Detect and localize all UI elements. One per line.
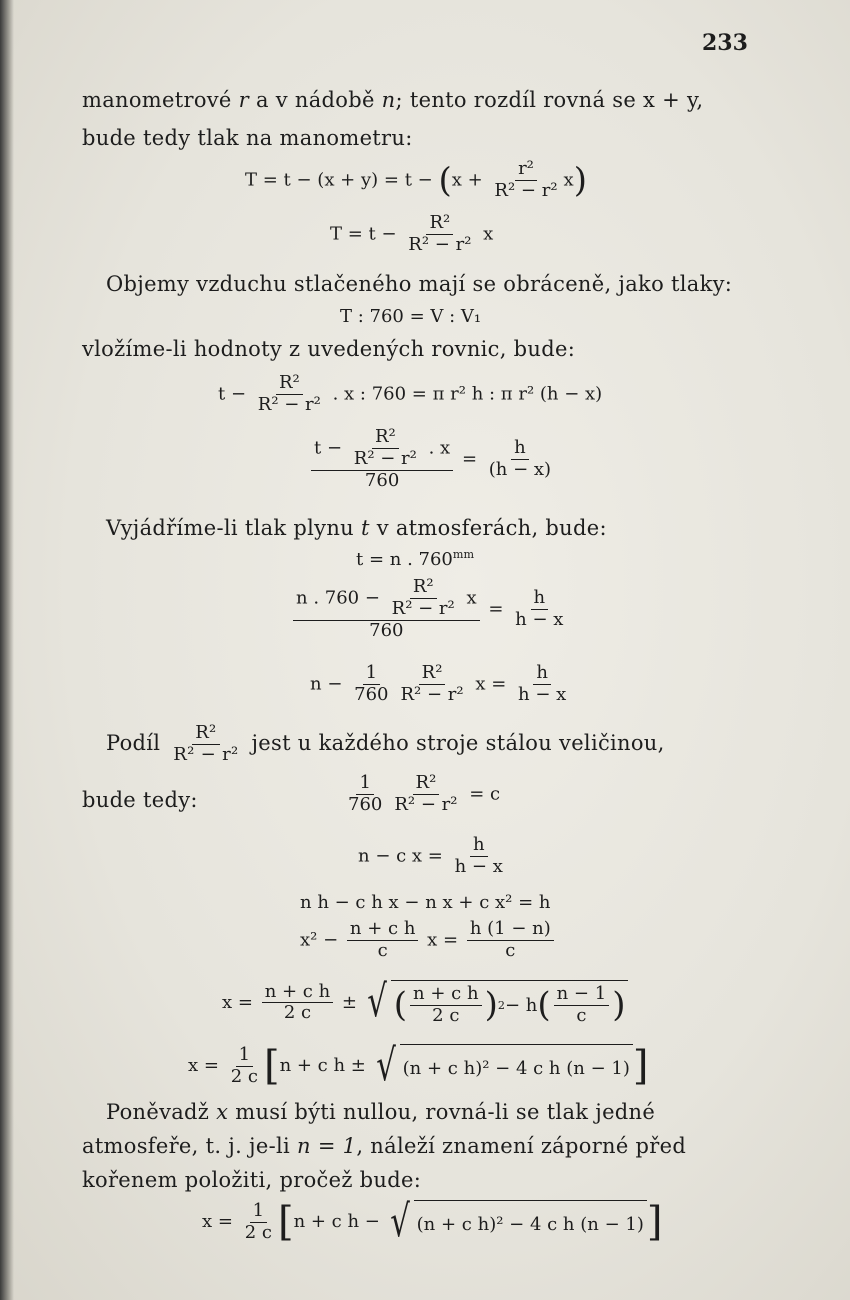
eq-part: n + c h ± [279, 1055, 372, 1076]
eq-part: x = [202, 1211, 239, 1232]
equation-12 [300, 920, 557, 961]
paragraph-line [106, 1100, 655, 1124]
left-bracket: [ [263, 1043, 280, 1089]
exponent: 2 [497, 998, 505, 1012]
paragraph-line [106, 724, 665, 765]
equation-3: T : 760 = V : V₁ [340, 306, 482, 327]
fraction [347, 920, 419, 961]
equation-9 [342, 774, 500, 815]
numerator: r² [515, 160, 537, 181]
eq-part: n + c h − [293, 1211, 386, 1232]
numerator [293, 578, 480, 621]
fraction [262, 980, 334, 1024]
numerator: n − 1 [554, 985, 610, 1006]
variable-t: t [360, 516, 370, 540]
denominator: c [505, 939, 516, 961]
eq-part: t − [314, 437, 348, 459]
variable-r: r [238, 88, 249, 112]
variable-x: x [216, 1100, 229, 1124]
eq-part: x = [222, 991, 259, 1013]
left-paren: ( [438, 160, 452, 201]
right-paren: ) [612, 985, 626, 1026]
text-run: , náleží znamení záporné před [356, 1134, 687, 1158]
equals: = [456, 448, 483, 470]
denominator: 760 [354, 683, 389, 705]
fraction [242, 1199, 275, 1243]
fraction [405, 214, 474, 255]
page-number: 233 [702, 30, 748, 56]
fraction [512, 586, 566, 630]
plus-minus: ± [336, 991, 363, 1013]
paragraph-line: Objemy vzduchu stlačeného mají se obráceně, jako tlaky: [106, 272, 733, 296]
denominator: (h − x) [488, 458, 552, 480]
fraction [515, 664, 569, 705]
eq-part: n − c x = [358, 845, 449, 867]
radical-sign: √ [366, 976, 387, 1027]
denominator: R² − r² [391, 597, 455, 619]
numerator: h [531, 589, 549, 610]
right-bracket: ] [632, 1043, 649, 1089]
text-run: a v nádobě [248, 88, 382, 112]
numerator [311, 428, 453, 471]
numerator: R² [426, 214, 453, 235]
fraction [391, 774, 460, 815]
equation-15 [202, 1196, 663, 1247]
text-run: atmosfeře, t. j. je-li [82, 1134, 298, 1158]
equation-14 [188, 1040, 649, 1091]
radicand: (n + c h)² − 4 c h (n − 1) [414, 1200, 647, 1244]
eq-part: n . 760 − [296, 587, 386, 609]
numerator: 1 [236, 1046, 253, 1067]
denominator: R² − r² [494, 179, 558, 201]
text-run: manometrové [82, 88, 239, 112]
denominator: h − x [518, 683, 567, 705]
equation-4 [218, 374, 602, 415]
text-run: Podíl [106, 730, 168, 755]
text-run: jest u každého stroje stálou veličinou, [244, 730, 665, 755]
numerator: R² [276, 374, 303, 395]
eq-part: . x : 760 = π r² h : π r² (h − x) [326, 383, 603, 405]
eq-part: = c [463, 783, 501, 805]
fraction [452, 836, 506, 877]
denominator: R² − r² [173, 743, 239, 765]
eq-part: T = t − [330, 223, 403, 245]
numerator: n + c h [262, 983, 334, 1004]
equation-13 [222, 976, 628, 1027]
denominator: h − x [515, 608, 564, 630]
equation-6 [356, 548, 474, 570]
numerator: h (1 − n) [467, 920, 554, 941]
compound-fraction [311, 428, 453, 491]
fraction [486, 436, 554, 480]
eq-part: x [460, 587, 477, 609]
text-run: v atmosferách, bude: [369, 516, 607, 540]
eq-part: x [477, 223, 494, 245]
fraction [345, 774, 385, 815]
fraction [351, 428, 420, 469]
fraction [467, 920, 554, 961]
equation-1 [245, 160, 587, 201]
fraction [397, 664, 466, 705]
denominator: 2 c [230, 1065, 258, 1087]
paragraph-line: bude tedy tlak na manometru: [82, 126, 413, 150]
numerator: R² [410, 578, 437, 599]
eq-part: − h [504, 994, 538, 1016]
denominator: R² − r² [394, 793, 458, 815]
denominator: 760 [369, 619, 404, 641]
paragraph-line [106, 516, 607, 540]
denominator: R² − r² [257, 393, 321, 415]
fraction [170, 724, 241, 765]
denominator: R² − r² [353, 447, 417, 469]
numerator: 1 [250, 1202, 267, 1223]
denominator: 2 c [283, 1002, 312, 1024]
numerator: R² [192, 724, 219, 745]
eq-part: t − [218, 383, 252, 405]
variable-n: n [381, 88, 396, 112]
numerator: h [470, 836, 488, 857]
numerator: h [511, 439, 529, 460]
radical-sign: √ [389, 1196, 410, 1247]
left-paren: ( [393, 985, 408, 1026]
equation-11: n h − c h x − n x + c x² = h [300, 892, 551, 913]
equation-10 [358, 836, 509, 877]
fraction [255, 374, 324, 415]
numerator: h [533, 664, 551, 685]
denominator: R² − r² [400, 683, 464, 705]
left-bracket: [ [277, 1199, 294, 1245]
superscript: mm [452, 548, 475, 561]
numerator: R² [413, 774, 440, 795]
equation-2 [330, 214, 493, 255]
fraction [410, 985, 482, 1026]
denominator: c [576, 1004, 587, 1026]
eq-part: t = n . 760 [356, 549, 453, 570]
fraction [554, 985, 610, 1026]
denominator: c [377, 939, 388, 961]
fraction [228, 1043, 261, 1087]
text-run: Vyjádříme-li tlak plynu [106, 516, 361, 540]
right-paren: ) [573, 160, 587, 201]
numerator: 1 [356, 774, 373, 795]
eq-part: x = [188, 1055, 225, 1076]
text-run: ; tento rozdíl rovná se x + y, [395, 88, 704, 112]
denominator: 760 [364, 469, 400, 491]
denominator: 2 c [432, 1004, 460, 1026]
denominator: 2 c [244, 1221, 272, 1243]
numerator: n + c h [410, 985, 482, 1006]
eq-part: x² − [300, 929, 344, 951]
text-run: Poněvadž [106, 1100, 217, 1124]
equation-8 [310, 664, 572, 705]
numerator: R² [372, 428, 399, 449]
equation-7 [290, 578, 569, 641]
equation-5 [308, 428, 557, 491]
eq-part: x + [451, 169, 489, 191]
eq-part: n − [310, 673, 349, 695]
numerator: n + c h [347, 920, 419, 941]
right-bracket: ] [646, 1199, 663, 1245]
square-root [372, 1040, 633, 1091]
radicand: (n + c h)² − 4 c h (n − 1) [400, 1044, 633, 1088]
denominator: 760 [348, 793, 383, 815]
eq-part: x = [421, 929, 464, 951]
numerator: 1 [363, 664, 380, 685]
radicand [391, 980, 629, 1026]
eq-part: . x [422, 437, 451, 459]
condition: n = 1 [297, 1134, 357, 1158]
page-binding-edge [0, 0, 14, 1300]
paragraph-line [82, 1134, 686, 1158]
left-paren: ( [537, 985, 551, 1026]
eq-part: x = [469, 673, 513, 695]
denominator: R² − r² [408, 233, 472, 255]
eq-part: T = t − (x + y) = t − [245, 169, 439, 191]
fraction [491, 160, 560, 201]
numerator: R² [419, 664, 446, 685]
fraction [351, 664, 391, 705]
radical-sign: √ [375, 1040, 396, 1091]
paragraph-line: bude tedy: [82, 788, 198, 812]
compound-fraction [293, 578, 480, 641]
eq-part: x [563, 169, 574, 191]
paragraph-line: vložíme-li hodnoty z uvedených rovnic, bude: [82, 337, 576, 361]
fraction [389, 578, 458, 619]
paragraph-line: kořenem položiti, pročež bude: [82, 1168, 422, 1192]
square-root [386, 1196, 647, 1247]
paragraph-line [82, 88, 703, 112]
equals: = [482, 598, 510, 620]
square-root [363, 976, 629, 1027]
text-run: musí býti nullou, rovná-li se tlak jedné [228, 1100, 656, 1124]
right-paren: ) [484, 985, 498, 1026]
denominator: h − x [454, 855, 503, 877]
